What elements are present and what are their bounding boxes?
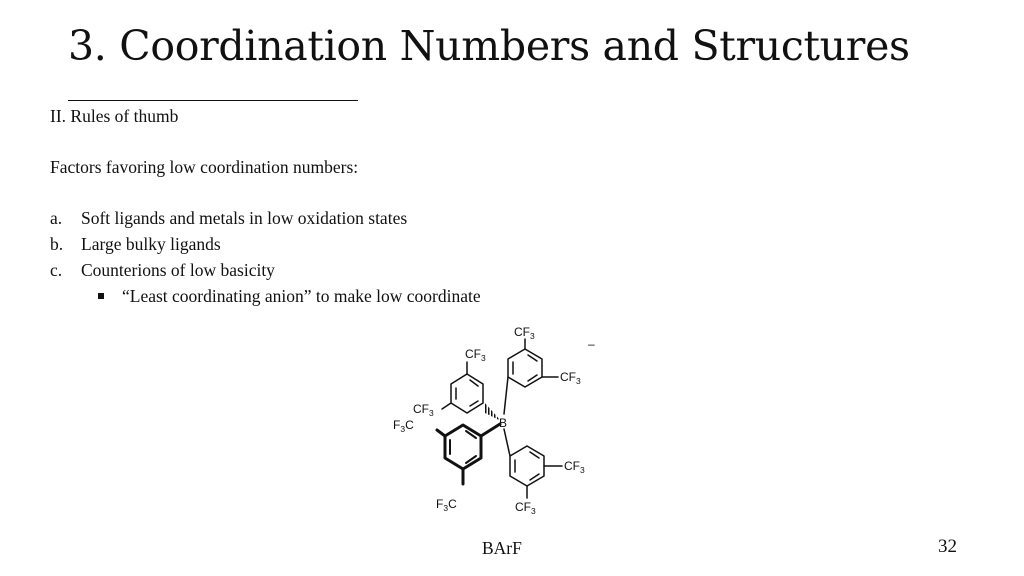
svg-text:CF3: $CF_3$ <box>515 500 536 516</box>
cf3-label: CF <box>465 347 481 361</box>
aryl-ring-front <box>437 424 500 484</box>
list-item-a <box>50 208 407 229</box>
svg-text:CF3: $CF_3$ <box>514 325 535 341</box>
aryl-ring-top-right <box>504 339 558 414</box>
sub-bullet-text: “Least coordinating anion” to make low coordinate <box>122 286 481 306</box>
svg-text:CF3: $CF_3$ <box>413 402 434 418</box>
svg-text:CF3: $CF_3$ <box>560 370 581 386</box>
svg-text:F3C: $F_3C$ <box>436 497 457 513</box>
list-item-b <box>50 234 221 255</box>
section-subheading: II. Rules of thumb <box>50 106 179 126</box>
list-marker: b. <box>50 234 64 254</box>
list-item-c <box>50 260 275 281</box>
svg-text:CF3: $CF_3$ <box>465 347 486 363</box>
list-item-text: Large bulky ligands <box>81 234 221 254</box>
title-underline <box>68 100 358 101</box>
f3c-label: F <box>436 497 444 511</box>
sub-bullet-item <box>98 286 481 307</box>
negative-charge-label: – <box>588 337 595 351</box>
cf3-label: CF <box>413 402 429 416</box>
list-item-text: Counterions of low basicity <box>81 260 275 280</box>
square-bullet-icon <box>98 293 104 299</box>
boron-atom-label: B <box>499 416 508 430</box>
lead-text: Factors favoring low coordination numbers: <box>50 157 359 177</box>
svg-text:F3C: $F_3C$ <box>393 418 414 434</box>
cf3-label: CF <box>560 370 576 384</box>
f3c-label: F <box>393 418 401 432</box>
aryl-ring-bottom-right <box>504 429 562 498</box>
figure-caption: BArF <box>482 538 522 558</box>
cf3-label: CF <box>564 459 580 473</box>
slide-title: 3. Coordination Numbers and Structures <box>68 22 910 70</box>
list-marker: a. <box>50 208 63 228</box>
list-item-text: Soft ligands and metals in low oxidation states <box>81 208 408 228</box>
page-number: 32 <box>938 536 957 557</box>
cf3-label: CF <box>515 500 531 514</box>
list-marker: c. <box>50 260 63 280</box>
cf3-label: CF <box>514 325 530 339</box>
barf-structure-figure <box>380 318 630 523</box>
aryl-ring-upper-left <box>442 362 483 413</box>
svg-text:CF3: $CF_3$ <box>564 459 585 475</box>
